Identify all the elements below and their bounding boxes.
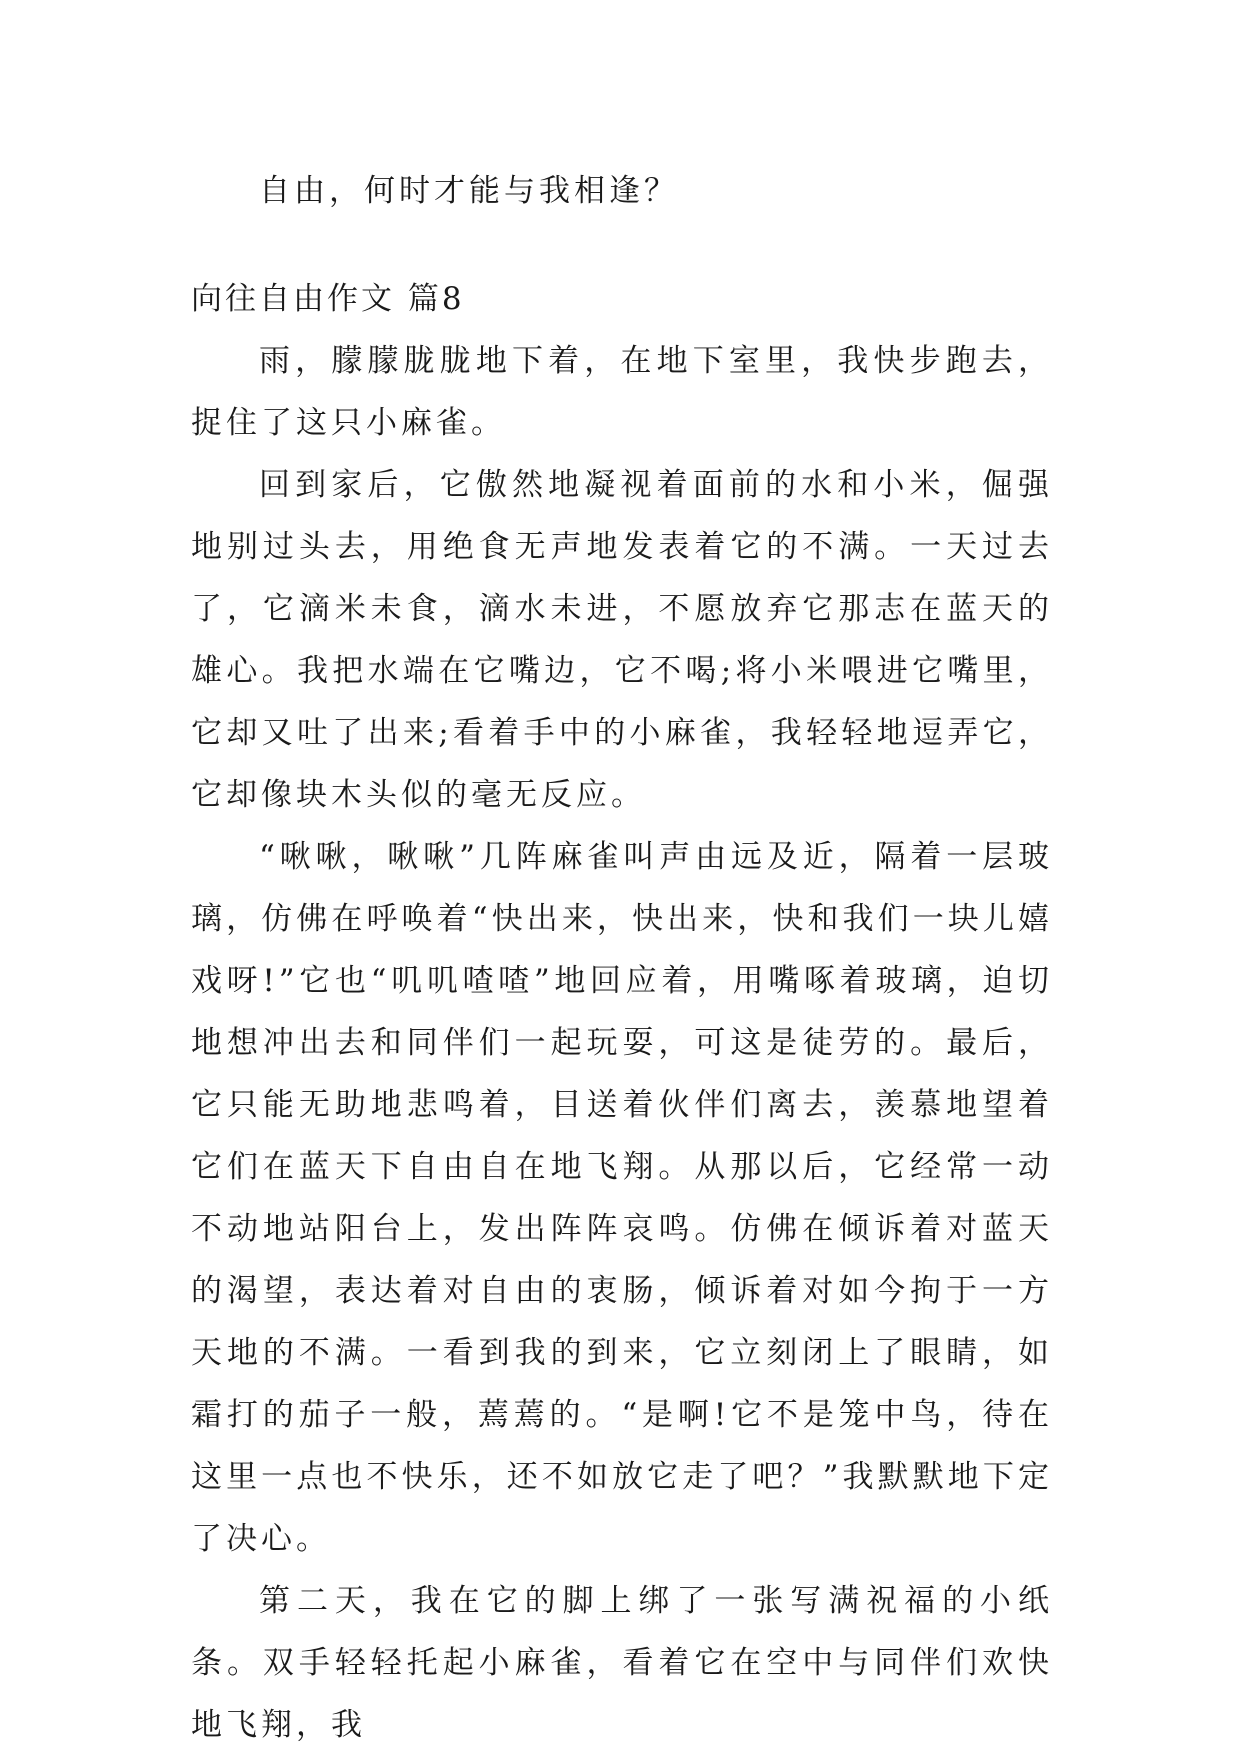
- paragraph-2: 回到家后，它傲然地凝视着面前的水和小米，倔强地别过头去，用绝食无声地发表着它的不满。一天过去了，它滴米未食，滴水未进，不愿放弃它那志在蓝天的雄心。我把水端在它嘴边，它不喝;将小米喂进它嘴里，它却又吐了出来;看着手中的小麻雀，我轻轻地逗弄它，它却像块木头似的毫无反应。: [191, 467, 1053, 813]
- paragraph-3: “啾啾，啾啾”几阵麻雀叫声由远及近，隔着一层玻璃，仿佛在呼唤着“快出来，快出来，快和我们一块儿嬉戏呀!”它也“叽叽喳喳”地回应着，用嘴啄着玻璃，迫切地想冲出去和同伴们一起玩耍，可这是徒劳的。最后，它只能无助地悲鸣着，目送着伙伴们离去，羡慕地望着它们在蓝天下自由自在地飞翔。从那以后，它经常一动不动地站阳台上，发出阵阵哀鸣。仿佛在倾诉着对蓝天的渴望，表达着对自由的衷肠，倾诉着对如今拘于一方天地的不满。一看到我的到来，它立刻闭上了眼睛，如霜打的茄子一般，蔫蔫的。“是啊!它不是笼中鸟，待在这里一点也不快乐，还不如放它走了吧？”我默默地下定了决心。: [191, 839, 1053, 1557]
- opening-line: 自由，何时才能与我相逢？: [259, 173, 679, 209]
- paragraph-1: 雨，朦朦胧胧地下着，在地下室里，我快步跑去，捉住了这只小麻雀。: [191, 343, 1053, 441]
- section-heading: 向往自由作文 篇8: [191, 281, 465, 317]
- paragraph-4: 第二天，我在它的脚上绑了一张写满祝福的小纸条。双手轻轻托起小麻雀，看着它在空中与同伴们欢快地飞翔，我: [191, 1583, 1053, 1743]
- text-column: [191, 160, 1053, 1756]
